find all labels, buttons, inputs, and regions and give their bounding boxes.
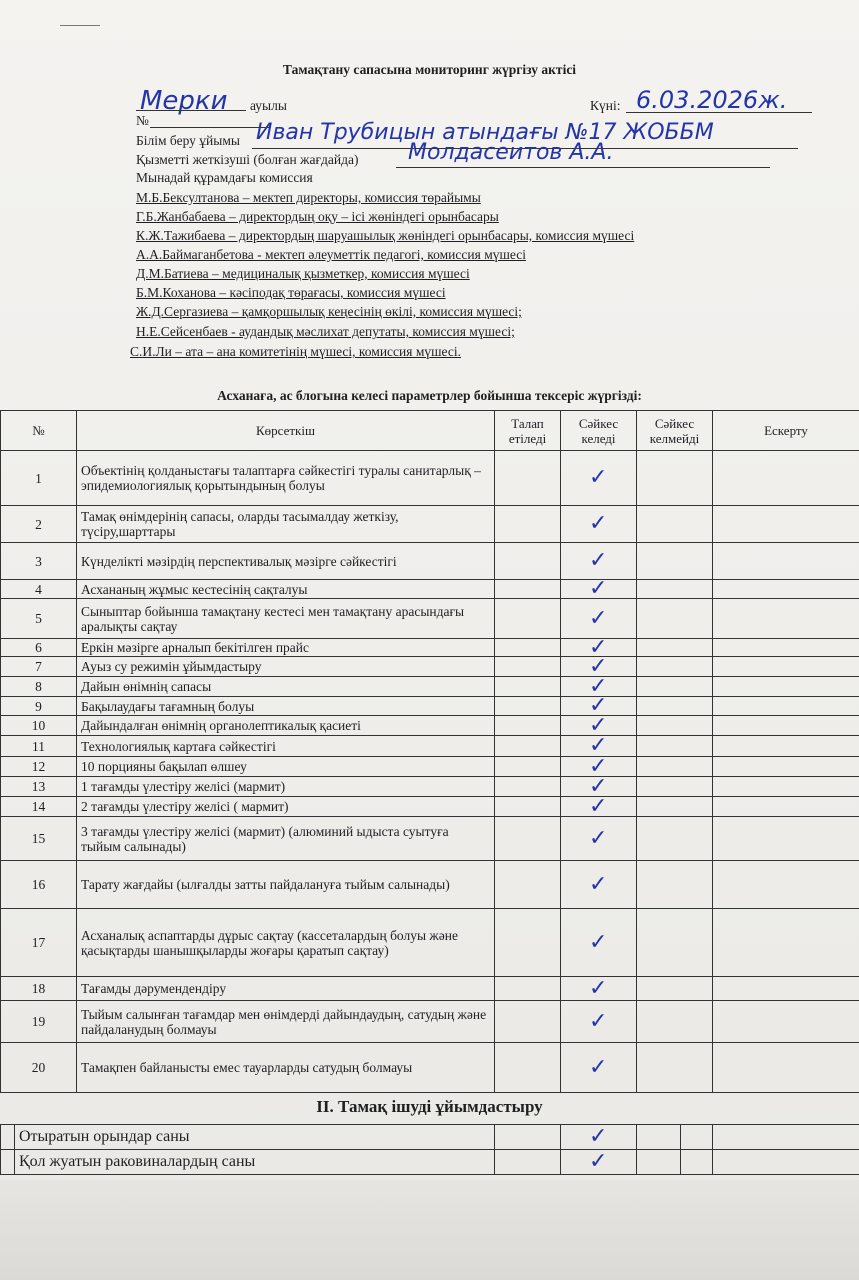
noncompliant-cell	[637, 909, 713, 977]
header-noncompliant: Сәйкес келмейді	[637, 411, 713, 451]
note-cell	[713, 1001, 859, 1043]
commission-member: М.Б.Бексултанова – мектеп директоры, комиссия төрайымы	[136, 190, 481, 205]
check-mark-icon: ✓	[589, 793, 608, 819]
noncompliant-cell	[637, 797, 713, 817]
compliant-cell	[561, 1125, 637, 1150]
row-number: 5	[1, 599, 77, 639]
row-indicator: Тамақпен байланысты емес тауарларды сатудың болмауы	[77, 1043, 495, 1093]
noncompliant-cell	[637, 1043, 713, 1093]
compliant-cell	[561, 793, 637, 819]
commission-member: С.И.Ли – ата – ана комитетінің мүшесі, комиссия мүшесі.	[130, 344, 461, 359]
number-label: №	[136, 113, 149, 128]
compliant-cell	[561, 977, 637, 1001]
table-row	[1, 657, 859, 677]
table-row	[1, 451, 859, 506]
row-indicator: Дайын өнімнің сапасы	[77, 677, 495, 697]
criteria-table	[0, 410, 859, 1093]
row-number: 2	[1, 506, 77, 543]
check-mark-icon: ✓	[589, 548, 608, 573]
row-indicator: Тамақ өнімдерінің сапасы, оларды тасымалдау жеткізу, түсіру,шарттары	[77, 506, 495, 543]
row-number	[1, 1125, 15, 1150]
village-underline	[136, 110, 246, 111]
noncompliant-cell	[637, 580, 713, 599]
required-cell	[495, 639, 561, 657]
note-cell	[713, 677, 859, 697]
note-cell	[713, 451, 859, 506]
section-intro: Асханаға, ас блогына келесі параметрлер бойынша тексеріс жүргізді:	[217, 388, 642, 403]
required-cell	[495, 977, 561, 1001]
check-mark-icon: ✓	[589, 1054, 608, 1080]
note-cell	[713, 599, 859, 639]
check-mark-icon: ✓	[589, 1149, 608, 1174]
noncompliant-cell	[637, 657, 713, 677]
school-handwritten: Иван Трубицын атындағы №17 ЖОББМ	[256, 120, 714, 145]
commission-member: Н.Е.Сейсенбаев - аудандық мәслихат депутаты, комиссия мүшесі;	[136, 324, 515, 339]
row-number: 18	[1, 977, 77, 1001]
noncompliant-cell	[637, 716, 713, 736]
required-cell	[495, 736, 561, 757]
check-mark-icon: ✓	[589, 712, 608, 738]
note-cell	[713, 757, 859, 777]
required-cell	[495, 657, 561, 677]
noncompliant-cell	[637, 697, 713, 716]
table-row	[1, 861, 859, 909]
date-label: Күні:	[590, 98, 621, 113]
school-label: Білім беру ұйымы	[136, 133, 240, 148]
note-cell	[713, 1150, 859, 1175]
village-label: ауылы	[250, 98, 287, 113]
row-indicator: Асхананың жұмыс кестесінің сақталуы	[77, 580, 495, 599]
compliant-cell	[561, 576, 637, 601]
table-row	[1, 817, 859, 861]
noncompliant-cell	[637, 817, 713, 861]
check-mark-icon: ✓	[589, 871, 608, 897]
required-cell	[495, 543, 561, 580]
note-cell	[713, 909, 859, 977]
commission-label: Мынадай құрамдағы комиссия	[136, 170, 313, 185]
required-cell	[495, 1001, 561, 1043]
commission-member: Д.М.Батиева – медициналық қызметкер, комиссия мүшесі	[136, 266, 470, 281]
village-handwritten: Мерки	[140, 86, 228, 116]
extra-cell	[681, 1125, 713, 1150]
supplier-handwritten: Молдасеитов А.А.	[408, 140, 614, 165]
check-mark-icon: ✓	[589, 1124, 608, 1149]
noncompliant-cell	[637, 451, 713, 506]
table-row	[1, 1043, 859, 1093]
table-row	[1, 677, 859, 697]
required-cell	[495, 506, 561, 543]
row-number	[1, 1150, 15, 1175]
required-cell	[495, 451, 561, 506]
note-cell	[713, 861, 859, 909]
check-mark-icon: ✓	[589, 693, 608, 718]
row-indicator: Тарату жағдайы (ылғалды затты пайдалануға тыйым салынады)	[77, 861, 495, 909]
compliant-cell	[561, 1043, 637, 1093]
noncompliant-cell	[637, 677, 713, 697]
document-title: Тамақтану сапасына мониторинг жүргізу актісі	[282, 62, 577, 77]
row-indicator: Қол жуатын раковиналардың саны	[15, 1150, 495, 1175]
note-cell	[713, 657, 859, 677]
row-number: 13	[1, 777, 77, 797]
row-number: 9	[1, 697, 77, 716]
check-mark-icon: ✓	[589, 753, 608, 779]
table-row	[1, 977, 859, 1001]
commission-member: Г.Б.Жанбабаева – директордың оқу – ісі жөніндегі орынбасары	[136, 209, 499, 224]
commission-member: Б.М.Коханова – кәсіподақ төрағасы, комиссия мүшесі	[136, 285, 446, 300]
row-indicator: Объектінің қолданыстағы талаптарға сәйкестігі туралы санитарлық – эпидемиологиялық қорытындының болуы	[77, 451, 495, 506]
noncompliant-cell	[637, 736, 713, 757]
note-cell	[713, 1043, 859, 1093]
table-row	[1, 716, 859, 736]
compliant-cell	[561, 506, 637, 543]
table-row	[1, 506, 859, 543]
commission-member: А.А.Баймаганбетова - мектеп әлеуметтік педагогі, комиссия мүшесі	[136, 247, 526, 262]
row-number: 19	[1, 1001, 77, 1043]
noncompliant-cell	[637, 639, 713, 657]
check-mark-icon: ✓	[589, 673, 608, 699]
noncompliant-cell	[637, 599, 713, 639]
check-mark-icon: ✓	[589, 465, 608, 490]
table-row	[1, 757, 859, 777]
organization-table	[0, 1124, 859, 1175]
note-cell	[713, 736, 859, 757]
compliant-cell	[561, 817, 637, 861]
check-mark-icon: ✓	[589, 511, 608, 536]
check-mark-icon: ✓	[589, 653, 608, 679]
row-number: 8	[1, 677, 77, 697]
compliant-cell	[561, 861, 637, 909]
row-indicator: 1 тағамды үлестіру желісі (мармит)	[77, 777, 495, 797]
row-number: 4	[1, 580, 77, 599]
note-cell	[713, 697, 859, 716]
row-indicator: Күнделікті мәзірдің перспективалық мәзірге сәйкестігі	[77, 543, 495, 580]
row-number: 6	[1, 639, 77, 657]
note-cell	[713, 817, 859, 861]
noncompliant-cell	[637, 543, 713, 580]
required-cell	[495, 599, 561, 639]
table-row	[1, 697, 859, 716]
note-cell	[713, 543, 859, 580]
check-mark-icon: ✓	[589, 1008, 608, 1034]
required-cell	[495, 1043, 561, 1093]
table-row	[1, 580, 859, 599]
date-underline	[626, 112, 812, 113]
required-cell	[495, 909, 561, 977]
row-indicator: Тыйым салынған тағамдар мен өнімдерді дайындаудың, сатудың және пайдаланудың болмауы	[77, 1001, 495, 1043]
row-indicator: 2 тағамды үлестіру желісі ( мармит)	[77, 797, 495, 817]
row-indicator: Ауыз су режимін ұйымдастыру	[77, 657, 495, 677]
note-cell	[713, 716, 859, 736]
compliant-cell	[561, 1150, 637, 1175]
row-indicator: Бақылаудағы тағамның болуы	[77, 697, 495, 716]
table-row	[1, 639, 859, 657]
date-handwritten: 6.03.2026ж.	[636, 86, 788, 114]
row-number: 3	[1, 543, 77, 580]
table-row	[1, 736, 859, 757]
required-cell	[495, 797, 561, 817]
check-mark-icon: ✓	[589, 576, 608, 601]
table-row	[1, 543, 859, 580]
row-indicator: Сыныптар бойынша тамақтану кестесі мен тамақтану арасындағы аралықты сақтау	[77, 599, 495, 639]
required-cell	[495, 716, 561, 736]
table-row	[1, 1001, 859, 1043]
note-cell	[713, 777, 859, 797]
supplier-label: Қызметті жеткізуші (болған жағдайда)	[136, 152, 359, 167]
required-cell	[495, 1150, 561, 1175]
table-row	[1, 797, 859, 817]
table-row	[1, 1150, 859, 1175]
compliant-cell	[561, 599, 637, 639]
table-row	[1, 1125, 859, 1150]
note-cell	[713, 977, 859, 1001]
row-number: 10	[1, 716, 77, 736]
table-row	[1, 909, 859, 977]
extra-cell	[681, 1150, 713, 1175]
noncompliant-cell	[637, 1001, 713, 1043]
check-mark-icon: ✓	[589, 605, 608, 631]
required-cell	[495, 677, 561, 697]
note-cell	[713, 797, 859, 817]
row-number: 16	[1, 861, 77, 909]
table-row	[1, 777, 859, 797]
table-row	[1, 599, 859, 639]
compliant-cell	[561, 451, 637, 506]
row-number: 7	[1, 657, 77, 677]
required-cell	[495, 757, 561, 777]
row-number: 15	[1, 817, 77, 861]
row-indicator: Тағамды дәрумендендіру	[77, 977, 495, 1001]
required-cell	[495, 861, 561, 909]
commission-member: К.Ж.Тажибаева – директордың шаруашылық жөніндегі орынбасары, комиссия мүшесі	[136, 228, 635, 243]
row-indicator: Еркін мәзірге арналып бекітілген прайс	[77, 639, 495, 657]
note-cell	[713, 506, 859, 543]
row-number: 1	[1, 451, 77, 506]
check-mark-icon: ✓	[589, 773, 608, 799]
header-required: Талап етіледі	[495, 411, 561, 451]
note-cell	[713, 1125, 859, 1150]
compliant-cell	[561, 909, 637, 977]
check-mark-icon: ✓	[589, 929, 608, 955]
compliant-cell	[561, 543, 637, 580]
row-indicator: Асханалық аспаптарды дұрыс сақтау (кассеталардың болуы және қасықтарды шанышқыларды жоғары қаратып сақтау)	[77, 909, 495, 977]
required-cell	[495, 817, 561, 861]
row-indicator: Отыратын орындар саны	[15, 1125, 495, 1150]
row-number: 17	[1, 909, 77, 977]
section2-title: II. Тамақ ішуді ұйымдастыру	[316, 1097, 543, 1116]
noncompliant-cell	[637, 757, 713, 777]
row-number: 20	[1, 1043, 77, 1093]
check-mark-icon: ✓	[589, 733, 608, 758]
row-indicator: Дайындалған өнімнің органолептикалық қасиеті	[77, 716, 495, 736]
note-cell	[713, 580, 859, 599]
note-cell	[713, 639, 859, 657]
header-indicator: Көрсеткіш	[77, 411, 495, 451]
table-header-row	[1, 411, 859, 451]
required-cell	[495, 1125, 561, 1150]
check-mark-icon: ✓	[589, 825, 608, 851]
number-underline	[150, 127, 270, 128]
row-indicator: Технологиялық картаға сәйкестігі	[77, 736, 495, 757]
noncompliant-cell	[637, 1150, 681, 1175]
header-number: №	[1, 411, 77, 451]
row-number: 12	[1, 757, 77, 777]
noncompliant-cell	[637, 1125, 681, 1150]
compliant-cell	[561, 1001, 637, 1043]
required-cell	[495, 580, 561, 599]
check-mark-icon: ✓	[589, 634, 608, 660]
supplier-underline	[396, 167, 770, 168]
check-mark-icon: ✓	[589, 975, 608, 1001]
decorative-line	[60, 25, 100, 26]
row-number: 14	[1, 797, 77, 817]
header-compliant: Сәйкес келеді	[561, 411, 637, 451]
commission-member: Ж.Д.Сергазиева – қамқоршылық кеңесінің өкілі, комиссия мүшесі;	[136, 304, 522, 319]
page-bottom-edge	[0, 1180, 859, 1280]
header-note: Ескерту	[713, 411, 859, 451]
required-cell	[495, 697, 561, 716]
row-indicator: 3 тағамды үлестіру желісі (мармит) (алюминий ыдыста суытуға тыйым салынады)	[77, 817, 495, 861]
noncompliant-cell	[637, 861, 713, 909]
required-cell	[495, 777, 561, 797]
row-number: 11	[1, 736, 77, 757]
noncompliant-cell	[637, 506, 713, 543]
row-indicator: 10 порцияны бақылап өлшеу	[77, 757, 495, 777]
noncompliant-cell	[637, 777, 713, 797]
noncompliant-cell	[637, 977, 713, 1001]
